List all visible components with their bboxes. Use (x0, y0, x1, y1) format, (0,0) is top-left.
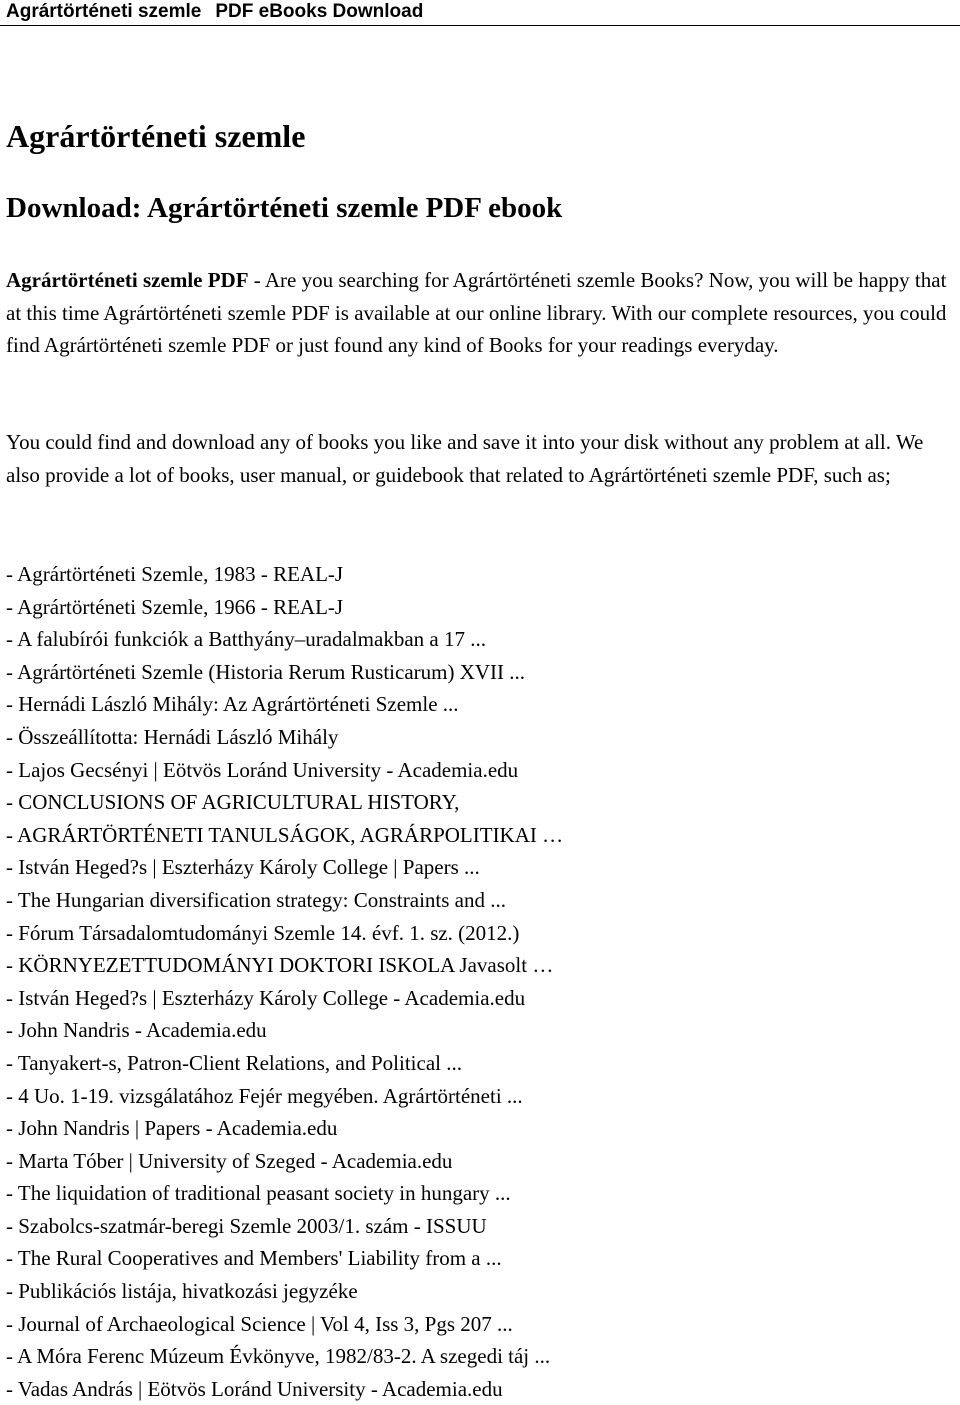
related-item[interactable]: - Tanyakert-s, Patron-Client Relations, and Political ... (6, 1050, 462, 1075)
related-item[interactable]: - István Heged?s | Eszterházy Károly College - Academia.edu (6, 985, 526, 1010)
related-item[interactable]: - Journal of Archaeological Science | Vol 4, Iss 3, Pgs 207 ... (6, 1311, 513, 1336)
related-item[interactable]: - A falubírói funkciók a Batthyány–uradalmakban a 17 ... (6, 627, 486, 652)
site-title: Agrártörténeti szemle (6, 1, 202, 22)
related-item[interactable]: - Fórum Társadalomtudományi Szemle 14. évf. 1. sz. (2012.) (6, 920, 520, 945)
intro-paragraph (6, 264, 956, 362)
related-item[interactable]: - John Nandris - Academia.edu (6, 1018, 267, 1043)
description-paragraph: You could find and download any of books you like and save it into your disk without any problem at all. We also provide a lot of books, user manual, or guidebook that related to Agrártörténeti szemle PDF, such as; (6, 430, 924, 487)
related-item[interactable]: - Agrártörténeti Szemle (Historia Rerum Rusticarum) XVII ... (6, 659, 526, 684)
related-item[interactable]: - István Heged?s | Eszterházy Károly College | Papers ... (6, 855, 480, 880)
related-item[interactable]: - AGRÁRTÖRTÉNETI TANULSÁGOK, AGRÁRPOLITIKAI … (6, 822, 564, 847)
related-item[interactable]: - KÖRNYEZETTUDOMÁNYI DOKTORI ISKOLA Javasolt … (6, 953, 554, 978)
related-item[interactable]: - The Rural Cooperatives and Members' Liability from a ... (6, 1246, 502, 1271)
related-item[interactable]: - Hernádi László Mihály: Az Agrártörténeti Szemle ... (6, 692, 459, 717)
related-item[interactable]: - CONCLUSIONS OF AGRICULTURAL HISTORY, (6, 790, 460, 815)
page-title: Agrártörténeti szemle (6, 118, 306, 154)
related-item[interactable]: - Publikációs listája, hivatkozási jegyzéke (6, 1279, 358, 1304)
site-subtitle: PDF eBooks Download (215, 1, 424, 22)
related-item[interactable]: - Szabolcs-szatmár-beregi Szemle 2003/1. szám - ISSUU (6, 1213, 487, 1238)
related-item[interactable]: - A Móra Ferenc Múzeum Évkönyve, 1982/83-2. A szegedi táj ... (6, 1344, 551, 1369)
related-item[interactable]: - Vadas András | Eötvös Loránd University - Academia.edu (6, 1376, 503, 1401)
intro-text: - Are you searching for Agrártörténeti szemle Books? Now, you will be happy that at this time Agrártörténeti szemle PDF is available at our online library. With our complete resources, you could find Agrártörténeti szemle PDF or just found any kind of Books for your readings everyday. (6, 268, 947, 358)
related-item[interactable]: - 4 Uo. 1-19. vizsgálatához Fejér megyében. Agrártörténeti ... (6, 1083, 523, 1108)
related-item[interactable]: - Agrártörténeti Szemle, 1983 - REAL-J (6, 562, 344, 586)
related-list (6, 558, 563, 1405)
related-item[interactable]: - Agrártörténeti Szemle, 1966 - REAL-J (6, 594, 344, 619)
intro-bold-lead: Agrártörténeti szemle PDF (6, 268, 249, 292)
related-item[interactable]: - Összeállította: Hernádi László Mihály (6, 724, 339, 749)
page-header (0, 0, 960, 26)
related-item[interactable]: - John Nandris | Papers - Academia.edu (6, 1116, 338, 1141)
download-heading[interactable]: Download: Agrártörténeti szemle PDF ebook (6, 192, 563, 224)
related-item[interactable]: - Marta Tóber | University of Szeged - Academia.edu (6, 1148, 453, 1173)
related-item[interactable]: - Lajos Gecsényi | Eötvös Loránd University - Academia.edu (6, 757, 519, 782)
related-item[interactable]: - The liquidation of traditional peasant society in hungary ... (6, 1181, 511, 1206)
related-item[interactable]: - The Hungarian diversification strategy: Constraints and ... (6, 887, 506, 912)
